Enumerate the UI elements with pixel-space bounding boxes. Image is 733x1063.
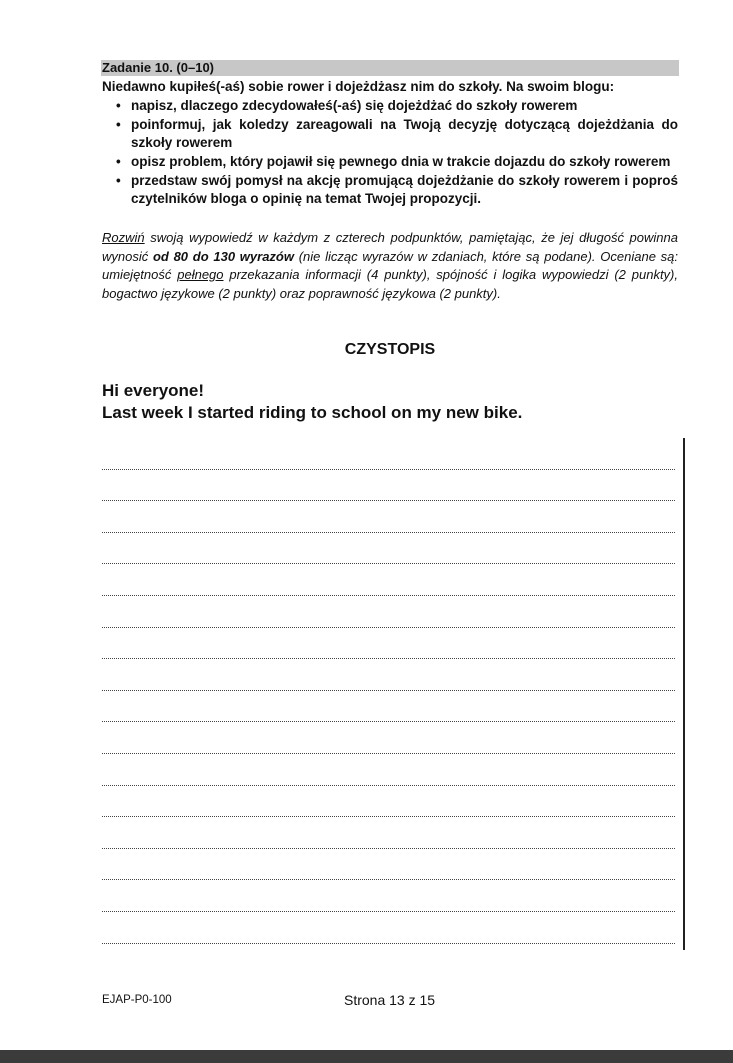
writing-line[interactable] xyxy=(102,817,675,849)
task-bullet: • przedstaw swój pomysł na akcję promującą dojeżdżanie do szkoły rowerem i poproś czytelników bloga o opinię na temat Twojej propozycji. xyxy=(102,172,678,208)
answer-first-sentence: Last week I started riding to school on my new bike. xyxy=(102,403,523,422)
task-instructions xyxy=(102,229,678,303)
answer-greeting: Hi everyone! xyxy=(102,381,205,400)
writing-line[interactable] xyxy=(102,628,675,660)
task-bullet-list xyxy=(102,97,678,209)
writing-area-margin-rule xyxy=(683,438,685,950)
task-bullet: • napisz, dlaczego zdecydowałeś(-aś) się dojeżdżać do szkoły rowerem xyxy=(102,97,678,115)
viewer-bottom-bar xyxy=(0,1050,733,1063)
writing-line[interactable] xyxy=(102,501,675,533)
writing-area[interactable] xyxy=(102,438,675,944)
writing-line[interactable] xyxy=(102,564,675,596)
instr-part1: swoją wypowiedź w każdym z czterech podpunktów, pamiętając, że jej długość powinna wynosić xyxy=(102,230,678,264)
writing-line[interactable] xyxy=(102,849,675,881)
task-header: Zadanie 10. (0–10) xyxy=(101,60,679,76)
task-bullet: • opisz problem, który pojawił się pewnego dnia w trakcie dojazdu do szkoły rowerem xyxy=(102,153,678,171)
writing-line[interactable] xyxy=(102,470,675,502)
clean-copy-title: CZYSTOPIS xyxy=(344,341,436,358)
writing-line[interactable] xyxy=(102,754,675,786)
instr-pelnego: pełnego xyxy=(177,267,224,282)
writing-line[interactable] xyxy=(102,596,675,628)
writing-line[interactable] xyxy=(102,691,675,723)
page-number: Strona 13 z 15 xyxy=(344,992,436,1008)
instr-word-range: od 80 do 130 wyrazów xyxy=(152,248,294,264)
task-intro: Niedawno kupiłeś(-aś) sobie rower i dojeżdżasz nim do szkoły. Na swoim blogu: xyxy=(102,79,615,94)
writing-line[interactable] xyxy=(102,533,675,565)
instr-part2: (nie licząc wyrazów w zdaniach, które są podane). Oceniane są: umiejętność xyxy=(102,248,678,282)
writing-line[interactable] xyxy=(102,912,675,944)
task-bullet: • poinformuj, jak koledzy zareagowali na Twoją decyzję dotyczącą dojeżdżania do szkoły rowerem xyxy=(102,116,678,152)
writing-line[interactable] xyxy=(102,659,675,691)
instr-part3: przekazania informacji (4 punkty), spójność i logika wypowiedzi (2 punkty), bogactwo językowe (2 punkty) oraz poprawność językowa (2 punkty). xyxy=(102,267,678,301)
writing-line[interactable] xyxy=(102,786,675,818)
writing-line[interactable] xyxy=(102,880,675,912)
writing-line[interactable] xyxy=(102,722,675,754)
instr-rozwin: Rozwiń xyxy=(102,230,145,245)
writing-line[interactable] xyxy=(102,438,675,470)
exam-code: EJAP-P0-100 xyxy=(102,994,172,1006)
